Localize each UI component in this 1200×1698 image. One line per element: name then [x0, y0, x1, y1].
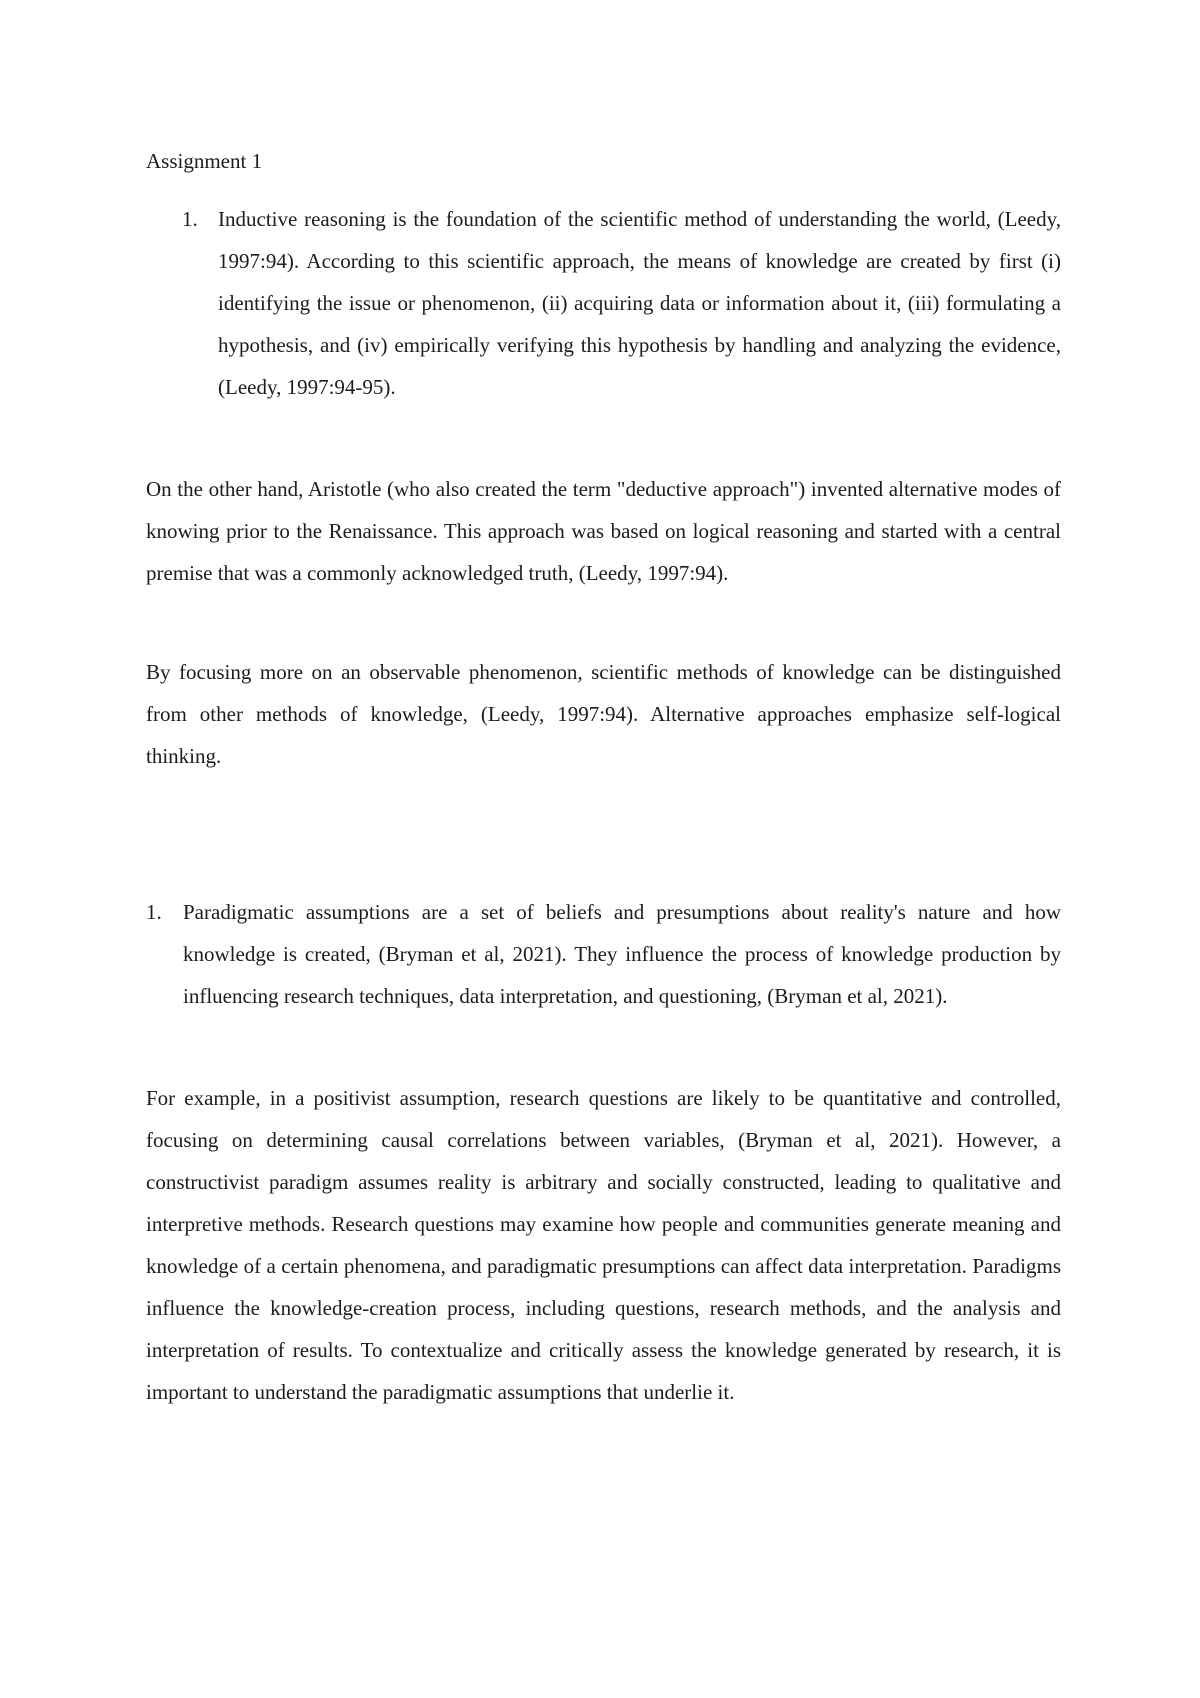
paragraph-scientific-methods: By focusing more on an observable phenomenon, scientific methods of knowledge can be distinguished from other methods of knowledge, (Leedy, 1997:94). Alternative approaches emphasize self-logical thinking. [146, 660, 1061, 768]
paragraph-paradigm-example: For example, in a positivist assumption, research questions are likely to be quantitative and controlled, focusing on determining causal correlations between variables, (Bryman et al, 2021). However, a constructivist paradigm assumes reality is arbitrary and socially constructed, leading to qualitative and interpretive methods. Research questions may examine how people and communities generate meaning and knowledge of a certain phenomena, and paradigmatic presumptions can affect data interpretation. Paradigms influence the knowledge-creation process, including questions, research methods, and the analysis and interpretation of results. To contextualize and critically assess the knowledge generated by research, it is important to understand the paradigmatic assumptions that underlie it. [146, 1086, 1061, 1404]
list-number: 1. [146, 900, 162, 924]
document-title: Assignment 1 [146, 149, 263, 173]
list-number: 1. [182, 207, 198, 231]
paragraph-aristotle: On the other hand, Aristotle (who also created the term "deductive approach") invented alternative modes of knowing prior to the Renaissance. This approach was based on logical reasoning and started with a central premise that was a commonly acknowledged truth, (Leedy, 1997:94). [146, 477, 1061, 585]
list-item [182, 198, 1061, 408]
list-item-text: Inductive reasoning is the foundation of the scientific method of understanding the world, (Leedy, 1997:94). According to this scientific approach, the means of knowledge are created by first (i) identifying the issue or phenomenon, (ii) acquiring data or information about it, (iii) formulating a hypothesis, and (iv) empirically verifying this hypothesis by handling and analyzing the evidence, (Leedy, 1997:94-95). [218, 207, 1061, 399]
list-item-text: Paradigmatic assumptions are a set of beliefs and presumptions about reality's nature and how knowledge is created, (Bryman et al, 2021). They influence the process of knowledge production by influencing research techniques, data interpretation, and questioning, (Bryman et al, 2021). [183, 900, 1061, 1008]
list-item [146, 891, 1061, 1017]
